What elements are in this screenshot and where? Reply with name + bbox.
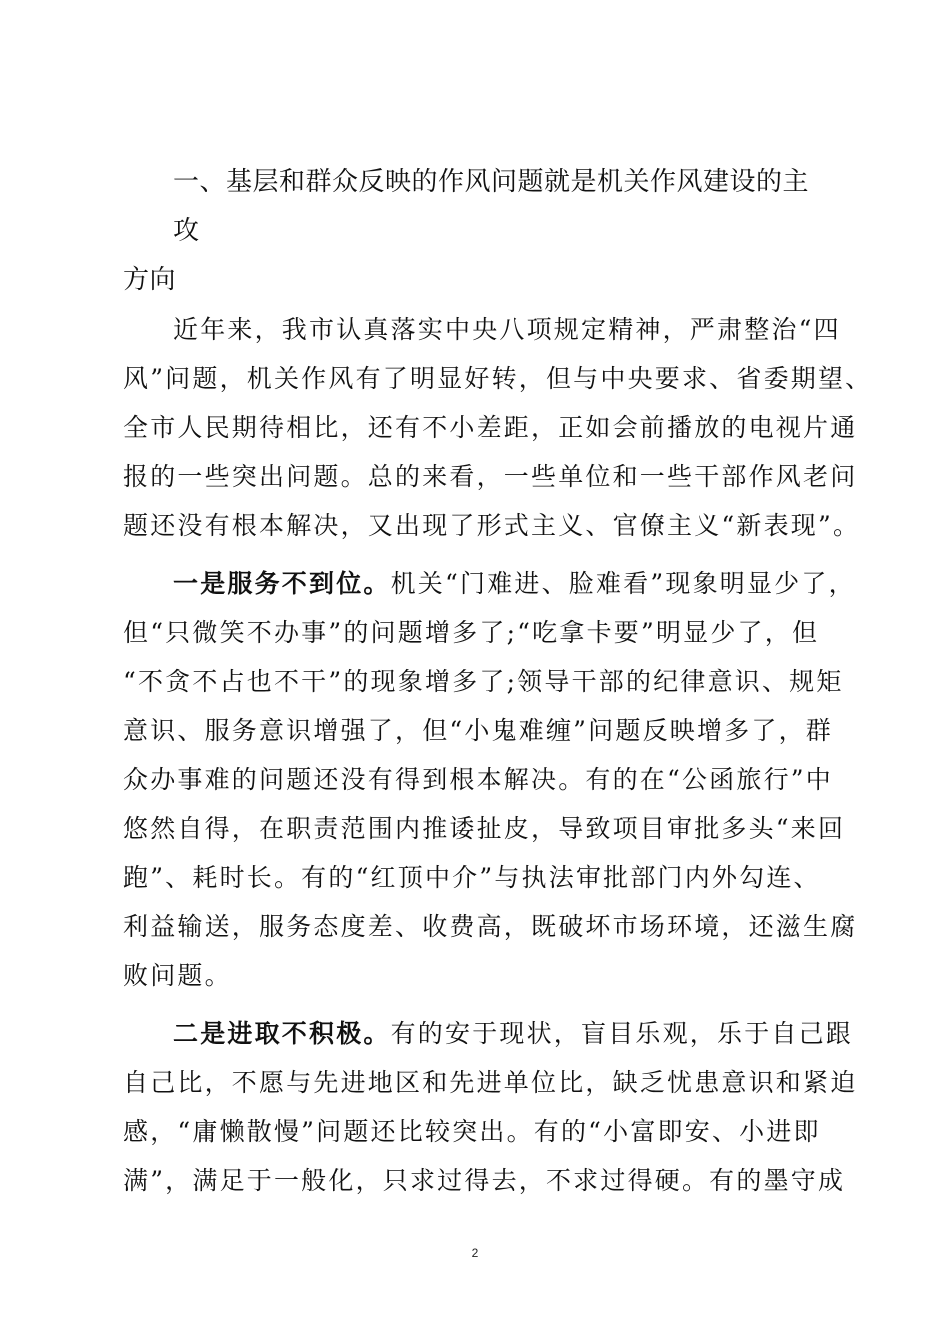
text-line: 报的一些突出问题。总的来看，一些单位和一些干部作风老问 [123,462,858,491]
heading-line: 方向 [123,265,177,295]
text-line: 利益输送，服务态度差、收费高，既破坏市场环境，还滋生腐 [123,912,858,941]
text-line: 跑”、耗时长。有的“红顶中介”与执法审批部门内外勾连、 [123,863,821,892]
paragraph-1 [123,305,873,550]
paragraph-lead: 一是服务不到位。 [173,569,391,598]
text-line: 全市人民期待相比，还有不小差距，正如会前播放的电视片通 [123,413,858,442]
text-run: 机关“门难进、脸难看”现象明显少了， [390,569,856,598]
text-line: 感，“庸懒散慢”问题还比较突出。有的“小富即安、小进即 [123,1117,821,1146]
text-line: 悠然自得，在职责范围内推诿扯皮，导致项目审批多头“来回 [123,814,846,843]
text-line: 风”问题，机关作风有了明显好转，但与中央要求、省委期望、 [123,364,873,393]
text-line: 自己比，不愿与先进地区和先进单位比，缺乏忧患意识和紧迫 [123,1068,858,1097]
text-line: 但“只微笑不办事”的问题增多了;“吃拿卡要”明显少了，但 [123,618,820,647]
paragraph-3 [123,1009,858,1205]
section-heading [123,158,833,305]
page-number: 2 [471,1246,479,1260]
heading-line: 一、基层和群众反映的作风问题就是机关作风建设的主攻 [173,167,810,246]
text-line: 众办事难的问题还没有得到根本解决。有的在“公函旅行”中 [123,765,833,794]
text-run: 有的安于现状，盲目乐观，乐于自己跟 [390,1019,854,1048]
text-line [123,1009,854,1058]
text-line [123,559,856,608]
text-line: 意识、服务意识增强了，但“小鬼难缠”问题反映增多了，群 [123,716,833,745]
paragraph-lead: 二是进取不积极。 [173,1019,391,1048]
text-line: “不贪不占也不干”的现象增多了;领导干部的纪律意识、规矩 [123,667,844,696]
text-line: 题还没有根本解决，又出现了形式主义、官僚主义“新表现”。 [123,511,861,540]
text-line: 近年来，我市认真落实中央八项规定精神，严肃整治“四 [173,315,841,344]
text-line: 败问题。 [123,961,232,990]
text-line: 满”，满足于一般化，只求过得去，不求过得硬。有的墨守成 [123,1166,846,1195]
document-body [123,158,873,1205]
paragraph-2 [123,559,858,1000]
